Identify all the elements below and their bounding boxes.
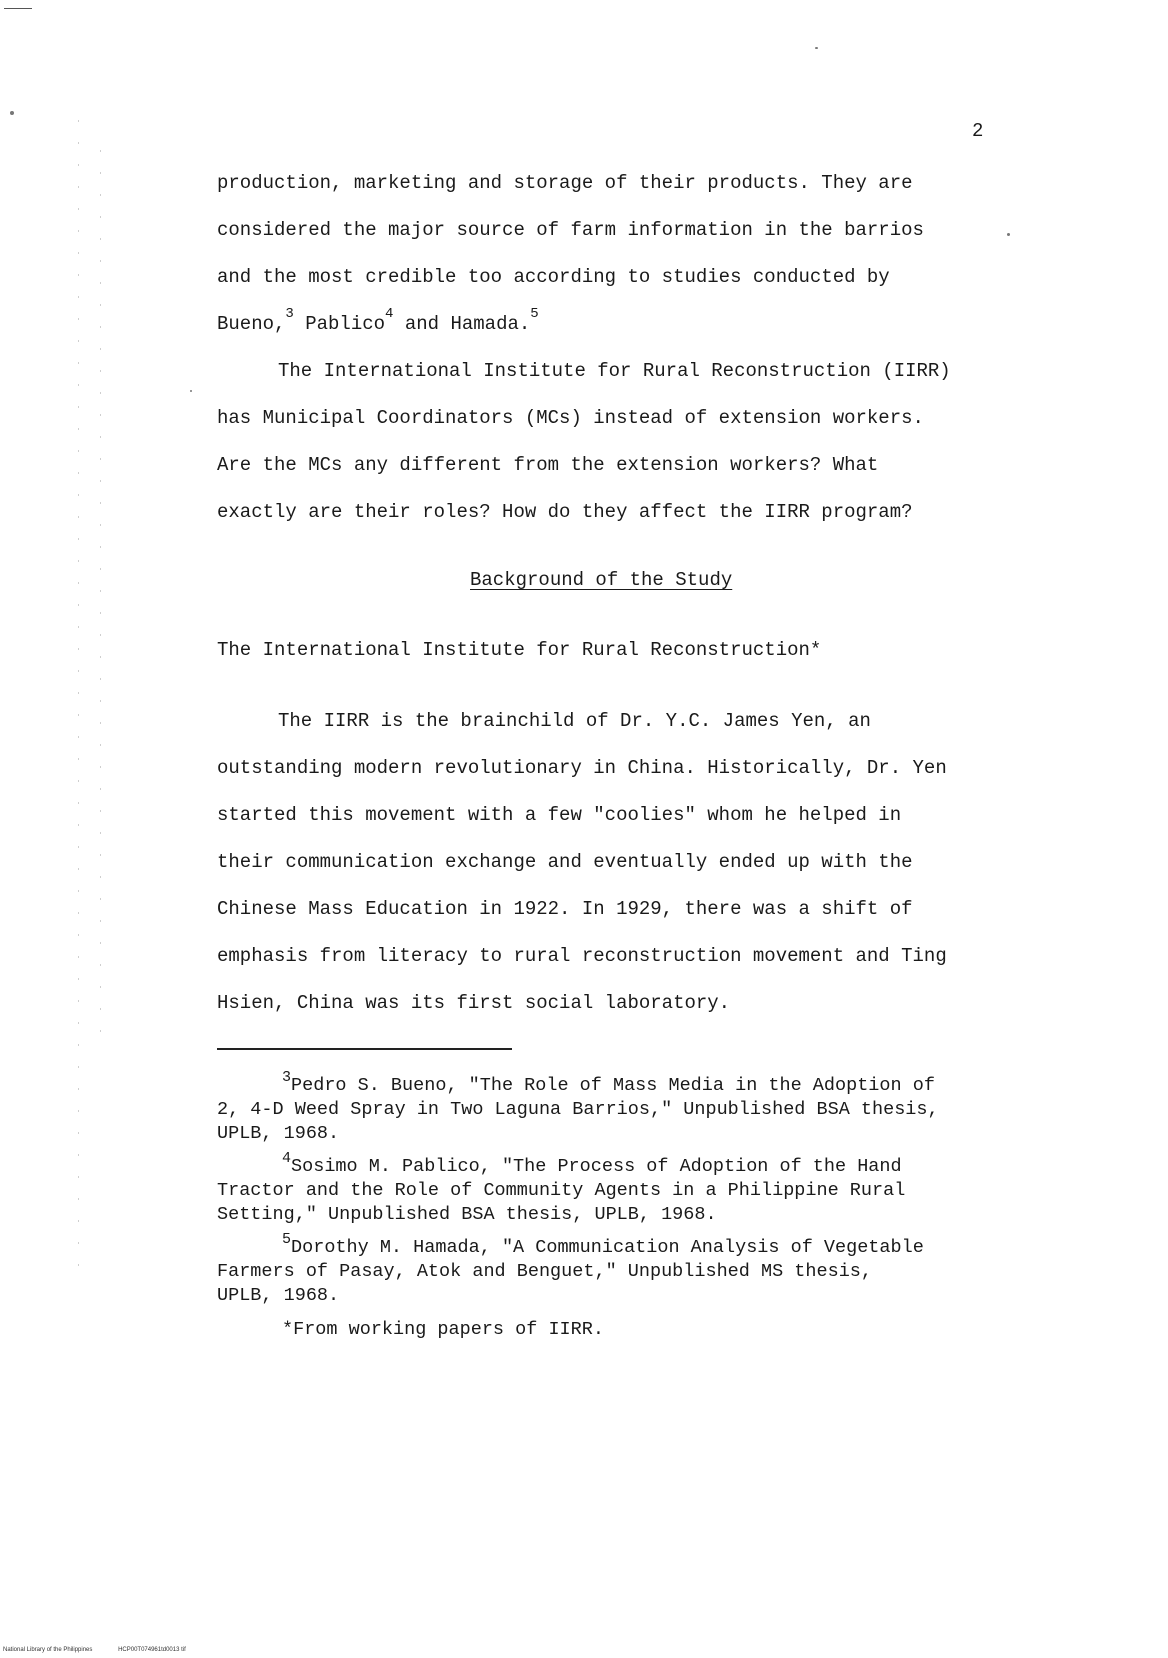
- footnote-5-line: Farmers of Pasay, Atok and Benguet," Unpublished MS thesis,: [217, 1261, 873, 1282]
- footnote-3-line: 2, 4-D Weed Spray in Two Laguna Barrios," Unpublished BSA thesis,: [217, 1099, 939, 1120]
- footnote-5-line: [282, 1231, 924, 1258]
- text-run: and Hamada.: [393, 313, 531, 335]
- page-number: 2: [972, 120, 984, 142]
- text-run: Pablico: [293, 313, 386, 335]
- footnote-4-line: Setting," Unpublished BSA thesis, UPLB, 1968.: [217, 1204, 717, 1225]
- body-line: outstanding modern revolutionary in China. Historically, Dr. Yen: [217, 757, 947, 779]
- footnote-mark-5: 5: [282, 1231, 292, 1248]
- body-line: has Municipal Coordinators (MCs) instead of extension workers.: [217, 407, 924, 429]
- footnote-ref-4: 4: [385, 306, 394, 322]
- body-line: considered the major source of farm information in the barrios: [217, 219, 924, 241]
- scan-speck: [10, 111, 14, 115]
- scan-speck: [190, 390, 192, 392]
- body-line: emphasis from literacy to rural reconstruction movement and Ting: [217, 945, 947, 967]
- footnote-3-line: UPLB, 1968.: [217, 1123, 340, 1144]
- scan-footer: [3, 1647, 210, 1653]
- scan-artifact: [100, 150, 101, 1050]
- body-line: Hsien, China was its first social laboratory.: [217, 992, 731, 1014]
- footnote-text: Sosimo M. Pablico, "The Process of Adoption of the Hand: [291, 1156, 902, 1177]
- footnote-mark-3: 3: [282, 1069, 292, 1086]
- scan-speck: [1007, 233, 1010, 236]
- body-line: their communication exchange and eventually ended up with the: [217, 851, 913, 873]
- footnote-separator: [217, 1048, 512, 1050]
- footnote-star: *From working papers of IIRR.: [282, 1319, 604, 1340]
- footnote-ref-5: 5: [530, 306, 539, 322]
- footnote-ref-3: 3: [285, 306, 294, 322]
- body-line: The International Institute for Rural Reconstruction (IIRR): [278, 360, 951, 382]
- body-line: The IIRR is the brainchild of Dr. Y.C. James Yen, an: [278, 710, 871, 732]
- footnote-text: Dorothy M. Hamada, "A Communication Analysis of Vegetable: [291, 1237, 924, 1258]
- footnote-5-line: UPLB, 1968.: [217, 1285, 340, 1306]
- footnote-4-line: [282, 1150, 902, 1177]
- footnote-3-line: [282, 1069, 935, 1096]
- body-line: Chinese Mass Education in 1922. In 1929, there was a shift of: [217, 898, 913, 920]
- scan-file-id: HCP00T074961td0013 tif: [118, 1647, 186, 1653]
- section-heading: Background of the Study: [470, 569, 733, 591]
- footnote-text: Pedro S. Bueno, "The Role of Mass Media in the Adoption of: [291, 1075, 935, 1096]
- body-line: started this movement with a few "coolies" whom he helped in: [217, 804, 902, 826]
- body-line: exactly are their roles? How do they affect the IIRR program?: [217, 501, 913, 523]
- subsection-heading: The International Institute for Rural Reconstruction*: [217, 639, 822, 661]
- text-run: Bueno,: [217, 313, 286, 335]
- scan-speck: [815, 47, 818, 49]
- footnote-mark-4: 4: [282, 1150, 292, 1167]
- footnote-4-line: Tractor and the Role of Community Agents in a Philippine Rural: [217, 1180, 906, 1201]
- body-line: Are the MCs any different from the extension workers? What: [217, 454, 879, 476]
- scan-artifact: [78, 120, 79, 1270]
- body-line: production, marketing and storage of their products. They are: [217, 172, 913, 194]
- scan-corner-mark: [4, 8, 32, 9]
- body-line-with-citations: [217, 306, 539, 335]
- body-line: and the most credible too according to studies conducted by: [217, 266, 890, 288]
- scan-library-label: National Library of the Philippines: [3, 1647, 93, 1653]
